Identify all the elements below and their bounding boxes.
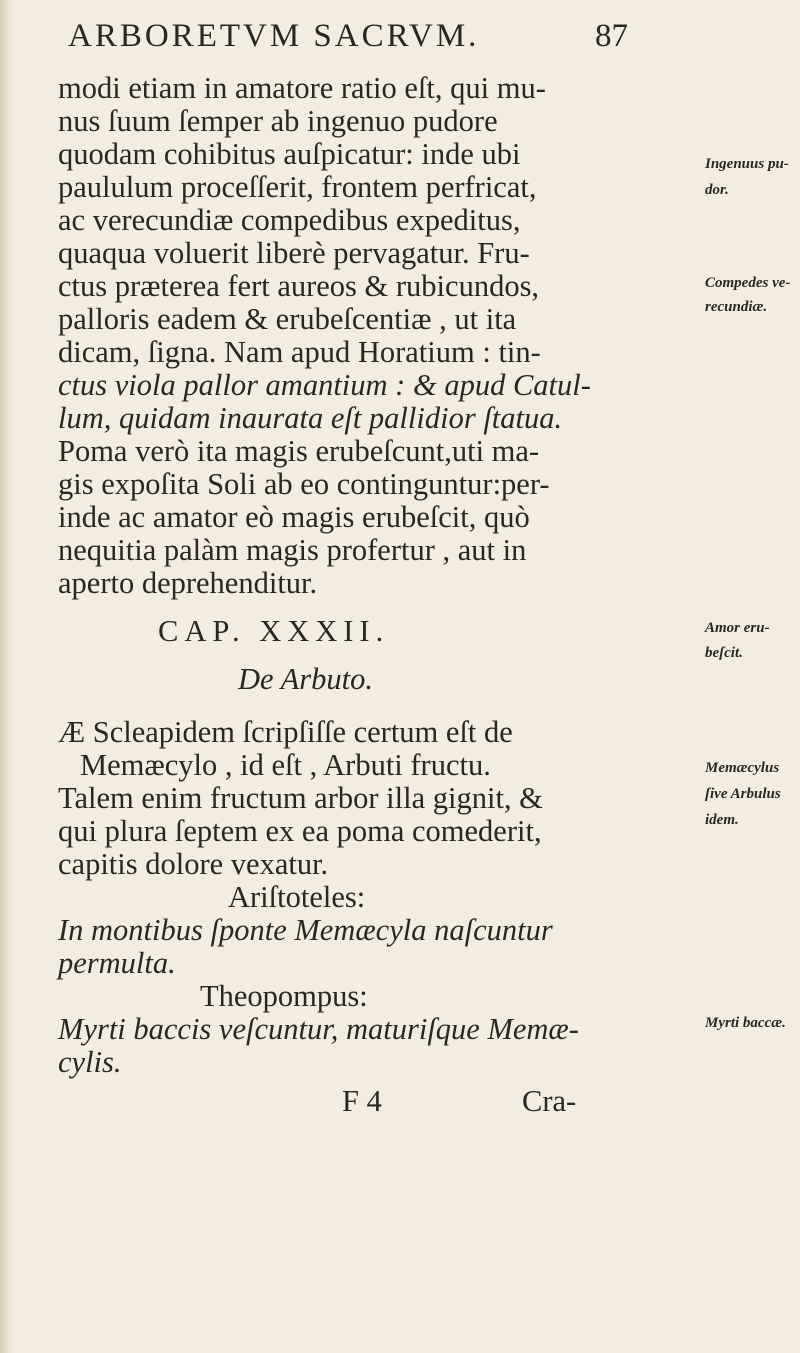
running-title: ARBORETVM SACRVM. — [68, 18, 480, 54]
text-line: Talem enim fructum arbor illa gignit, & — [58, 781, 543, 815]
text-line: ac verecundiæ compedibus expeditus, — [58, 203, 521, 237]
margin-note: Compedes ve- — [705, 275, 791, 291]
catchword: Cra- — [522, 1084, 577, 1118]
text-line: quodam cohibitus auſpicatur: inde ubi — [58, 137, 521, 171]
margin-note: idem. — [705, 812, 739, 828]
text-line: modi etiam in amatore ratio eſt, qui mu- — [58, 71, 546, 105]
margin-note: Amor eru- — [705, 620, 770, 636]
text-line: nus ſuum ſemper ab ingenuo pudore — [58, 104, 498, 138]
text-line: Ariſtoteles: — [228, 880, 366, 914]
text-line: Theopompus: — [200, 979, 368, 1013]
text-line: lum, quidam inaurata eſt pallidior ſtatua. — [58, 401, 563, 435]
text-line: palloris eadem & erubeſcentiæ , ut ita — [58, 302, 517, 336]
chapter-heading: CAP. XXXII. — [158, 614, 390, 648]
text-line: Myrti baccis veſcuntur, maturiſque Memæ- — [58, 1012, 579, 1046]
text-line: qui plura ſeptem ex ea poma comederit, — [58, 814, 542, 848]
margin-note: Memæcylus — [705, 760, 780, 776]
text-line: quaqua voluerit liberè pervagatur. Fru- — [58, 236, 530, 270]
text-line: permulta. — [58, 946, 176, 980]
text-line: Poma verò ita magis erubeſcunt,uti ma- — [58, 434, 540, 468]
margin-note: dor. — [705, 182, 729, 198]
page-header — [68, 18, 628, 62]
page-edge-shadow — [0, 0, 14, 1353]
text-line: nequitia palàm magis profertur , aut in — [58, 533, 527, 567]
signature-mark: F 4 — [342, 1084, 382, 1118]
margin-note: beſcit. — [705, 645, 743, 661]
text-line: In montibus ſponte Memæcyla naſcuntur — [58, 913, 553, 947]
text-line: dicam, ſigna. Nam apud Horatium : tin- — [58, 335, 541, 369]
page-number: 87 — [595, 18, 628, 54]
margin-note: ſive Arbulus — [705, 786, 781, 802]
text-line: paululum proceſſerit, frontem perfricat, — [58, 170, 537, 204]
text-line: Memæcylo , id eſt , Arbuti fructu. — [80, 748, 491, 782]
text-line: aperto deprehenditur. — [58, 566, 318, 600]
text-line: inde ac amator eò magis erubeſcit, quò — [58, 500, 530, 534]
text-line: capitis dolore vexatur. — [58, 847, 329, 881]
text-line: ctus præterea fert aureos & rubicundos, — [58, 269, 540, 303]
text-line: cylis. — [58, 1045, 122, 1079]
chapter-title: De Arbuto. — [238, 662, 373, 696]
text-line: ctus viola pallor amantium : & apud Catul- — [58, 368, 591, 402]
margin-note: recundiæ. — [705, 299, 768, 315]
margin-note: Myrti baccæ. — [705, 1015, 786, 1031]
margin-note: Ingenuus pu- — [705, 156, 789, 172]
text-line: Æ Scleapidem ſcripſiſſe certum eſt de — [58, 715, 513, 749]
text-line: gis expoſita Soli ab eo continguntur:per- — [58, 467, 550, 501]
